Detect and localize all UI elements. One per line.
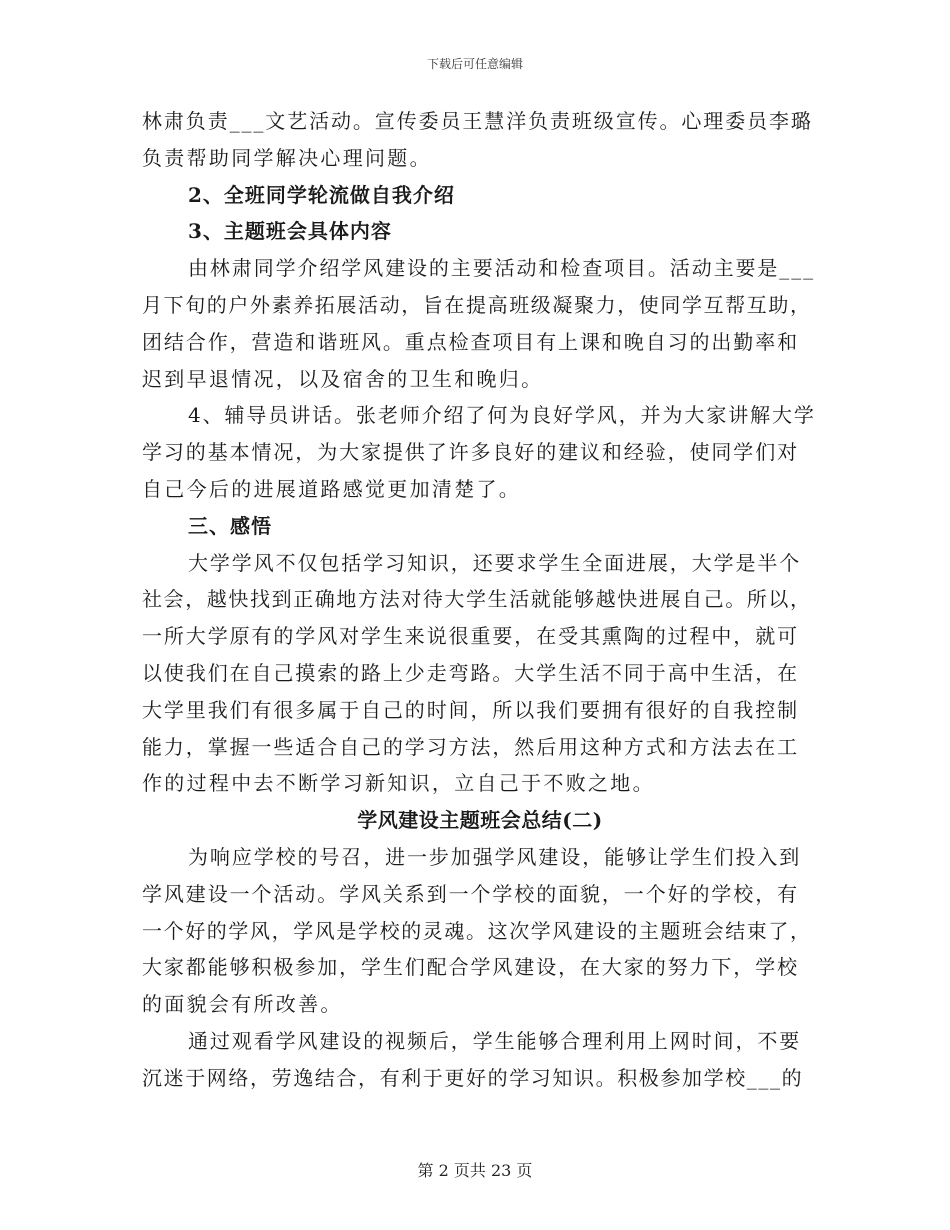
paragraph-line: 能力，掌握一些适合自己的学习方法，然后用这种方式和方法去在工: [142, 734, 799, 759]
paragraph-line: 通过观看学风建设的视频后，学生能够合理利用上网时间，不要: [188, 1028, 802, 1053]
paragraph-line: 自己今后的进展道路感觉更加清楚了。: [142, 476, 522, 501]
paragraph-line: 以使我们在自己摸索的路上少走弯路。大学生活不同于高中生活，在: [142, 660, 799, 685]
paragraph-line: 大学里我们有很多属于自己的时间，所以我们要拥有很好的自我控制: [142, 697, 799, 722]
paragraph-line: 4、辅导员讲话。张老师介绍了何为良好学风，并为大家讲解大学: [188, 403, 816, 428]
paragraph-line: 负责帮助同学解决心理问题。: [142, 145, 432, 170]
section-heading: 3、主题班会具体内容: [188, 219, 392, 244]
document-body: [142, 103, 816, 1097]
paragraph-line: 一所大学原有的学风对学生来说很重要，在受其熏陶的过程中，就可: [142, 624, 799, 649]
paragraph-line: 由林肃同学介绍学风建设的主要活动和检查项目。活动主要是___: [188, 256, 815, 281]
paragraph-line: 社会，越快找到正确地方法对待大学生活就能够越快进展自己。所以，: [142, 587, 812, 612]
paragraph-line: 大家都能够积极参加，学生们配合学风建设，在大家的努力下，学校: [142, 955, 799, 980]
page-footer: 第 2 页共 23 页: [417, 1161, 533, 1180]
paragraph-line: 沉迷于网络，劳逸结合，有利于更好的学习知识。积极参加学校___的: [142, 1065, 804, 1090]
paragraph-line: 的面貌会有所改善。: [142, 992, 343, 1017]
section-heading: 三、感悟: [188, 513, 272, 538]
paragraph-line: 林肃负责___文艺活动。宣传委员王慧洋负责班级宣传。心理委员李璐: [142, 109, 813, 133]
paragraph-line: 月下旬的户外素养拓展活动，旨在提高班级凝聚力，使同学互帮互助，: [142, 292, 812, 317]
paragraph-line: 作的过程中去不断学习新知识，立自己于不败之地。: [142, 771, 655, 796]
paragraph-line: 为响应学校的号召，进一步加强学风建设，能够让学生们投入到: [188, 844, 802, 869]
paragraph-line: 学风建设一个活动。学风关系到一个学校的面貌，一个好的学校，有: [142, 881, 799, 906]
paragraph-line: 学习的基本情况，为大家提供了许多良好的建议和经验，使同学们对: [142, 440, 799, 465]
section-heading: 2、全班同学轮流做自我介绍: [188, 182, 455, 207]
paragraph-line: 团结合作，营造和谐班风。重点检查项目有上课和晚自习的出勤率和: [142, 329, 799, 354]
paragraph-line: 迟到早退情况，以及宿舍的卫生和晚归。: [142, 366, 544, 391]
page-header: 下载后可任意编辑: [426, 57, 523, 71]
paragraph-line: 大学学风不仅包括学习知识，还要求学生全面进展，大学是半个: [188, 550, 802, 575]
document-title: 学风建设主题班会总结(二): [357, 808, 603, 833]
paragraph-line: 一个好的学风，学风是学校的灵魂。这次学风建设的主题班会结束了，: [142, 918, 812, 943]
